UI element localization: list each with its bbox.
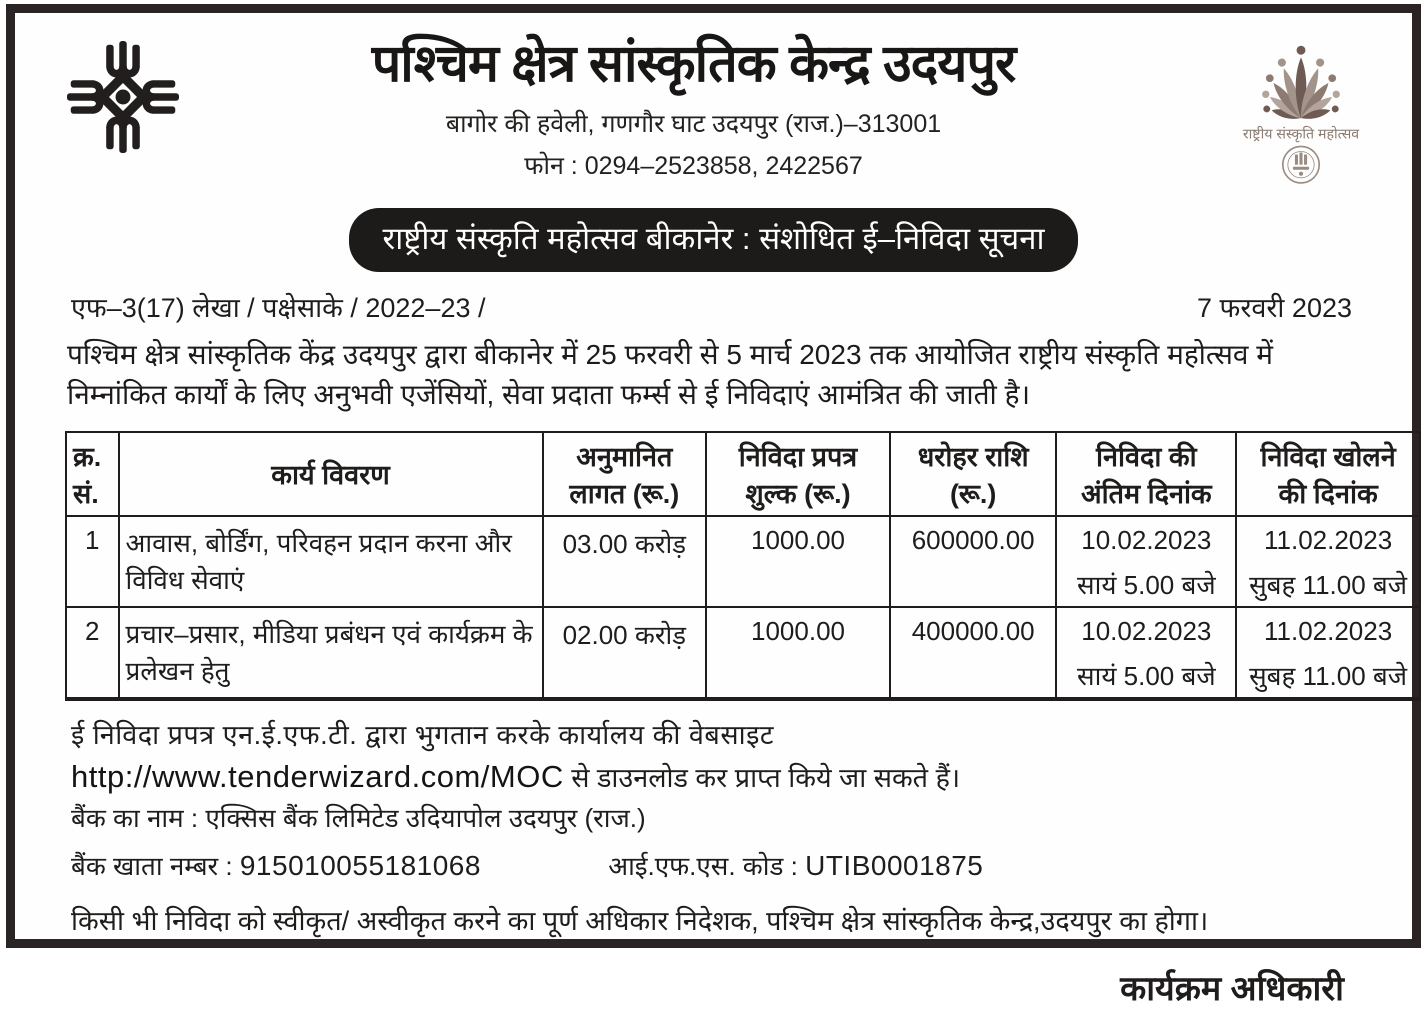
account-label: बैंक खाता नम्बर : [71,850,233,881]
row2-last-date [1056,607,1236,699]
col-header-cost-line2: लागत (रू.) [569,478,680,509]
table-row [66,607,1420,699]
website-url: http://www.tenderwizard.com/MOC [71,758,564,794]
row2-work-description: प्रचार–प्रसार, मीडिया प्रबंधन एवं कार्यक्रम के प्रलेखन हेतु [119,607,543,699]
notice-date: 7 फरवरी 2023 [1197,293,1352,323]
row1-last-date-value: 10.02.2023 [1081,524,1212,555]
row1-estimated-cost: 03.00 करोड़ [543,516,707,607]
document-border-frame [6,4,1421,1008]
payment-instruction: ई निविदा प्रपत्र एन.ई.एफ.टी. द्वारा भुगतान करके कार्यालय की वेबसाइट [71,719,774,750]
website-line [71,758,1376,795]
rights-statement: किसी भी निविदा को स्वीकृत/ अस्वीकृत करने का पूर्ण अधिकार निदेशक, पश्चिम क्षेत्र सांस्कृतिक केन्द्र,उदयपुर का होगा। [71,905,1209,936]
row1-tender-fee: 1000.00 [706,516,890,607]
row2-open-date-value: 11.02.2023 [1263,615,1393,646]
intro-paragraph: पश्चिम क्षेत्र सांस्कृतिक केंद्र उदयपुर द्वारा बीकानेर में 25 फरवरी से 5 मार्च 2023 तक आयोजित राष्ट्रीय संस्कृति महोत्सव में निम्नांकित कार्यों के लिए अनुभवी एजेंसियों, सेवा प्रदाता फर्म्स से ई निविदाएं आमंत्रित की जाती है। [67,339,1273,410]
row1-emd-amount: 600000.00 [890,516,1057,607]
bank-account-line [71,847,1376,883]
org-phone [181,148,1206,182]
col-header-open-line2: की दिनांक [1278,478,1378,509]
table-header-row [66,432,1420,516]
reference-number: एफ–3(17) लेखा / पक्षेसाके / 2022–23 / [71,293,486,323]
col-header-fee-line1: निविदा प्रपत्र [738,441,858,472]
bank-name-line: बैंक का नाम : एक्सिस बैंक लिमिटेड उदियापोल उदयपुर (राज.) [71,802,646,833]
row1-open-date-value: 11.02.2023 [1263,524,1393,555]
row2-last-time-value: सायं 5.00 बजे [1077,660,1216,691]
wzcc-logo-icon [31,23,181,158]
phone-label: फोन : [524,151,578,180]
col-header-opening-date [1236,432,1420,516]
rsm-festival-logo-icon [1206,23,1396,196]
col-header-cost-line1: अनुमानित [576,441,673,472]
row1-work-description: आवास, बोर्डिंग, परिवहन प्रदान करना और विविध सेवाएं [119,516,543,607]
row1-serial: 1 [66,516,119,607]
col-header-last-date [1056,432,1236,516]
row1-last-date [1056,516,1236,607]
col-header-last-line2: अंतिम दिनांक [1080,478,1212,509]
row2-opening-date [1236,607,1420,699]
org-title: पश्चिम क्षेत्र सांस्कृतिक केन्द्र उदयपुर [371,35,1016,93]
table-row [66,516,1420,607]
signatory-title: कार्यक्रम अधिकारी [1120,969,1344,1008]
ifsc-code: UTIB0001875 [805,849,984,881]
col-header-last-line1: निविदा की [1096,441,1197,472]
phone-numbers: 0294–2523858, 2422567 [584,151,863,180]
row1-open-time-value: सुबह 11.00 बजे [1249,569,1408,600]
col-header-serial [66,432,119,516]
row2-tender-fee: 1000.00 [706,607,890,699]
col-header-open-line1: निविदा खोलने [1260,441,1396,472]
row2-estimated-cost: 02.00 करोड़ [543,607,707,699]
rsm-logo-caption: राष्ट्रीय संस्कृति महोत्सव [1242,126,1360,143]
col-header-tender-fee [706,432,890,516]
ifsc-label: आई.एफ.एस. कोड : [608,850,798,881]
row1-last-time-value: सायं 5.00 बजे [1077,569,1216,600]
org-address: बागोर की हवेली, गणगौर घाट उदयपुर (राज.)–313001 [445,109,942,138]
letterhead [31,23,1396,196]
tender-table [65,431,1421,701]
account-number: 915010055181068 [239,849,481,881]
col-header-work-description: कार्य विवरण [119,432,543,516]
col-header-emd-line1: धरोहर राशि [917,441,1029,472]
notice-title-banner: राष्ट्रीय संस्कृति महोत्सव बीकानेर : संशोधित ई–निविदा सूचना [349,208,1079,272]
row2-last-date-value: 10.02.2023 [1081,615,1212,646]
col-header-emd-line2: (रू.) [949,478,997,509]
website-suffix: से डाउनलोड कर प्राप्त किये जा सकते हैं। [571,762,961,793]
reference-row [71,288,1352,325]
row2-emd-amount: 400000.00 [890,607,1057,699]
col-header-fee-line2: शुल्क (रू.) [745,478,851,509]
row2-serial: 2 [66,607,119,699]
col-header-serial-line1: क्र. [73,441,102,472]
col-header-serial-line2: सं. [73,478,99,509]
col-header-estimated-cost [543,432,707,516]
col-header-emd-amount [890,432,1057,516]
row1-opening-date [1236,516,1420,607]
row2-open-time-value: सुबह 11.00 बजे [1249,660,1408,691]
footer-notes [71,715,1376,883]
